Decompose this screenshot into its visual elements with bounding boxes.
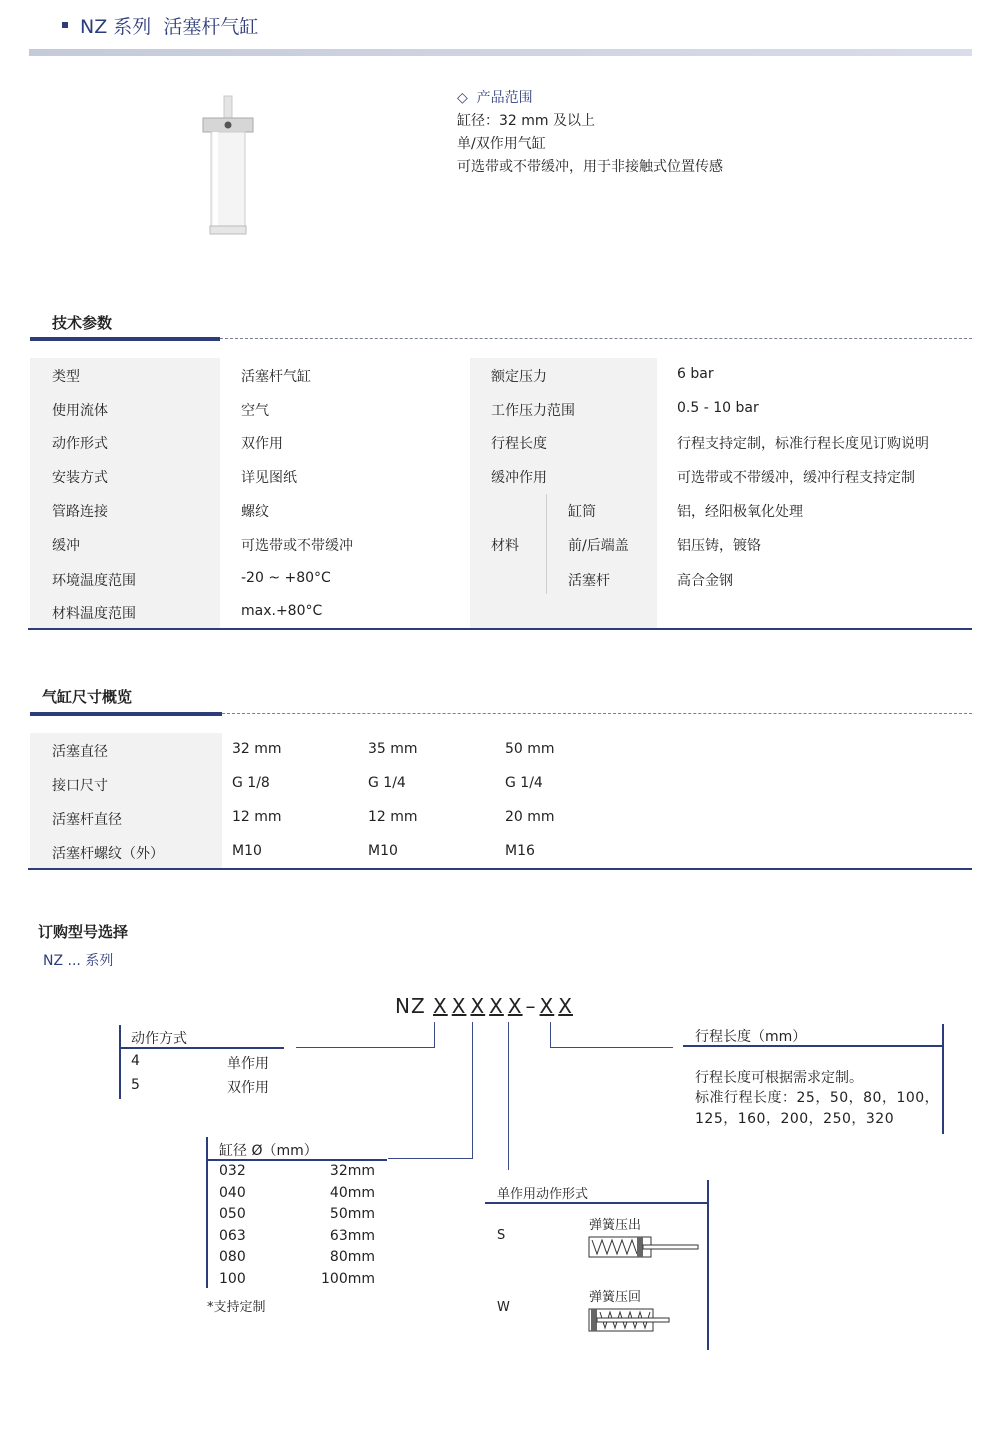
bore-desc: 63mm — [329, 1227, 375, 1244]
bore-desc: 80mm — [329, 1249, 375, 1265]
param-label: 缓冲作用 — [491, 470, 547, 486]
connector-line — [508, 1022, 509, 1170]
stroke-line: 行程长度可根据需求定制。 — [695, 1070, 863, 1086]
param-value: 螺纹 — [241, 504, 269, 520]
code-char: X — [451, 994, 467, 1018]
material-value: 高合金钢 — [677, 573, 733, 589]
param-value: -20 ~ +80°C — [241, 570, 331, 586]
connector-line — [550, 1022, 551, 1047]
dims-bottom-line — [28, 868, 972, 870]
code-suffix-char: X — [558, 994, 573, 1018]
dim-label: 活塞直径 — [52, 744, 108, 760]
action-code: 5 — [131, 1077, 140, 1093]
product-line: 缸径：32 mm 及以上 — [457, 113, 595, 129]
param-value: 6 bar — [677, 366, 714, 382]
action-box-left — [119, 1025, 121, 1099]
dim-value: 35 mm — [368, 741, 418, 757]
dim-value: M10 — [232, 843, 262, 859]
bore-code: 063 — [219, 1227, 246, 1244]
dim-value: 32 mm — [232, 741, 282, 757]
param-value: 0.5 - 10 bar — [677, 400, 759, 416]
bore-code: 100 — [219, 1270, 246, 1287]
stroke-title-line — [683, 1045, 944, 1047]
dim-value: G 1/8 — [232, 775, 270, 791]
dims-section-title: 气缸尺寸概览 — [42, 688, 133, 706]
param-value: 详见图纸 — [241, 470, 297, 486]
tech-label-column-right — [470, 358, 657, 628]
single-box-right — [707, 1180, 709, 1350]
tech-bottom-line — [28, 628, 972, 630]
code-char: X — [489, 994, 504, 1018]
connector-line — [388, 1158, 473, 1159]
param-label: 行程长度 — [491, 436, 547, 452]
material-label: 材料 — [491, 538, 519, 554]
param-label: 缓冲 — [52, 538, 80, 554]
code-char: X — [470, 994, 486, 1018]
single-title: 单作用动作形式 — [497, 1187, 589, 1202]
page-title: NZ 系列 活塞杆气缸 — [80, 16, 259, 38]
single-w-label: 弹簧压回 — [589, 1290, 642, 1305]
param-value: max.+80°C — [241, 603, 323, 619]
code-dash: – — [525, 994, 537, 1018]
dims-title-underline — [30, 712, 222, 716]
stroke-line: 标准行程长度：25，50，80，100， — [695, 1090, 940, 1106]
material-part: 缸筒 — [568, 504, 596, 520]
tech-dashed-divider — [220, 338, 972, 339]
single-s-label: 弹簧压出 — [589, 1218, 642, 1233]
product-line: 单/双作用气缸 — [457, 136, 546, 152]
dim-value: M10 — [368, 843, 398, 859]
connector-line — [550, 1047, 673, 1048]
dim-value: G 1/4 — [505, 775, 543, 791]
dim-value: G 1/4 — [368, 775, 406, 791]
param-value: 空气 — [241, 403, 269, 419]
code-prefix: NZ — [395, 994, 426, 1018]
stroke-line: 125，160，200，250，320 — [695, 1111, 895, 1127]
product-line: 可选带或不带缓冲，用于非接触式位置传感 — [457, 159, 723, 175]
dim-value: 20 mm — [505, 809, 555, 825]
single-title-line — [485, 1202, 709, 1204]
param-value: 可选带或不带缓冲 — [241, 538, 353, 554]
bore-desc: 100mm — [321, 1270, 375, 1287]
param-label: 额定压力 — [491, 369, 547, 385]
dim-value: 12 mm — [368, 809, 418, 825]
bore-code: 050 — [219, 1206, 246, 1222]
code-char: X — [433, 994, 448, 1018]
dim-label: 接口尺寸 — [52, 778, 108, 794]
tech-title-underline — [30, 337, 220, 341]
dim-label: 活塞杆螺纹（外） — [52, 846, 164, 862]
bore-note: *支持定制 — [207, 1300, 266, 1315]
bore-title: 缸径 Ø（mm） — [219, 1143, 318, 1159]
order-code — [395, 994, 573, 1018]
param-label: 使用流体 — [52, 403, 108, 419]
dim-value: 12 mm — [232, 809, 282, 825]
action-title: 动作方式 — [131, 1031, 187, 1047]
connector-line — [296, 1047, 435, 1048]
param-label: 环境温度范围 — [52, 573, 136, 589]
bore-title-line — [206, 1159, 387, 1161]
material-divider — [546, 494, 547, 594]
action-desc: 双作用 — [227, 1080, 269, 1096]
spring-retract-icon — [588, 1308, 672, 1334]
material-part: 活塞杆 — [568, 573, 610, 589]
title-bullet-icon — [62, 22, 68, 28]
dim-label: 活塞杆直径 — [52, 812, 122, 828]
spring-extend-icon — [588, 1236, 700, 1260]
stroke-box-right — [942, 1024, 944, 1134]
tech-section-title: 技术参数 — [52, 314, 113, 332]
param-value: 活塞杆气缸 — [241, 369, 311, 385]
connector-line — [434, 1022, 435, 1047]
connector-line — [472, 1022, 473, 1158]
material-part: 前/后端盖 — [568, 538, 629, 554]
material-value: 铝压铸，镀铬 — [677, 538, 761, 554]
action-title-line — [119, 1047, 284, 1049]
product-range-heading: ◇ 产品范围 — [457, 90, 533, 106]
param-value: 可选带或不带缓冲，缓冲行程支持定制 — [677, 470, 915, 486]
single-w-code: W — [497, 1300, 510, 1315]
cylinder-image — [198, 94, 258, 238]
material-value: 铝，经阳极氧化处理 — [677, 504, 803, 520]
stroke-title: 行程长度（mm） — [695, 1029, 807, 1045]
bore-desc: 40mm — [329, 1184, 375, 1201]
bore-code: 040 — [219, 1184, 246, 1201]
param-label: 类型 — [52, 369, 80, 385]
bore-code: 032 — [219, 1163, 246, 1179]
param-label: 管路连接 — [52, 504, 108, 520]
code-char: X — [507, 994, 523, 1018]
bore-desc: 50mm — [329, 1206, 375, 1222]
bore-desc: 32mm — [329, 1163, 375, 1179]
dims-dashed-divider — [222, 713, 972, 714]
param-value: 行程支持定制，标准行程长度见订购说明 — [677, 436, 929, 452]
param-label: 工作压力范围 — [491, 403, 575, 419]
header-bar — [29, 49, 972, 56]
code-suffix-char: X — [539, 994, 555, 1018]
order-section-title: 订购型号选择 — [38, 923, 129, 941]
param-value: 双作用 — [241, 436, 283, 452]
dim-value: 50 mm — [505, 741, 555, 757]
param-label: 安装方式 — [52, 470, 108, 486]
param-label: 动作形式 — [52, 436, 108, 452]
order-series: NZ ... 系列 — [43, 953, 114, 969]
param-label: 材料温度范围 — [52, 606, 136, 622]
action-code: 4 — [131, 1053, 140, 1069]
dim-value: M16 — [505, 843, 535, 859]
bore-code: 080 — [219, 1249, 246, 1265]
action-desc: 单作用 — [227, 1056, 269, 1072]
single-s-code: S — [497, 1228, 506, 1243]
